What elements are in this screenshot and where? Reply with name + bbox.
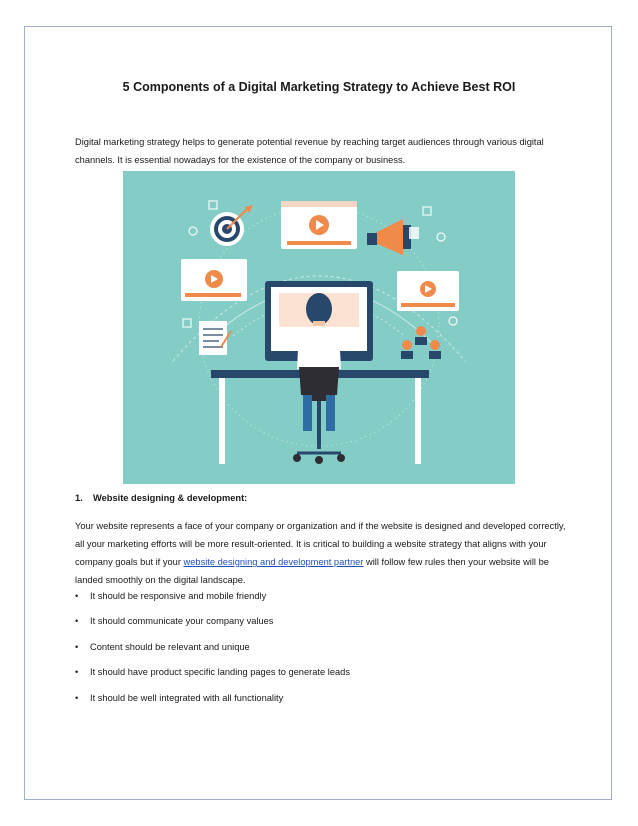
bullet-icon: •: [75, 641, 79, 652]
bullet-icon: •: [75, 692, 79, 703]
video-card-left-icon: [181, 259, 247, 301]
document-icon: [199, 321, 231, 355]
requirements-list: [75, 587, 575, 714]
video-card-right-icon: [397, 271, 459, 311]
section-body-paragraph: [75, 517, 575, 589]
video-card-top-icon: [281, 201, 357, 249]
bullet-icon: •: [75, 616, 79, 627]
section-heading: [75, 493, 247, 503]
page-title: 5 Components of a Digital Marketing Strategy to Achieve Best ROI: [122, 80, 516, 94]
website-partner-link[interactable]: website designing and development partner: [183, 557, 364, 567]
list-item: [75, 689, 575, 714]
list-item-text: It should communicate your company values: [90, 616, 274, 627]
list-item: [75, 587, 575, 612]
list-item-text: It should be responsive and mobile friendly: [90, 591, 267, 601]
section-heading-text: Website designing & development:: [93, 493, 248, 503]
list-item: [75, 638, 575, 663]
list-item-text: Content should be relevant and unique: [90, 641, 250, 652]
section-number: 1.: [75, 493, 83, 503]
body-text-after-link: will follow few rules then your website will be landed smoothly on the digital landscape.: [75, 557, 549, 585]
bullet-icon: •: [75, 667, 79, 678]
list-item-text: It should be well integrated with all functionality: [90, 692, 284, 703]
list-item: [75, 612, 575, 637]
list-item-text: It should have product specific landing pages to generate leads: [90, 667, 350, 678]
bullet-icon: •: [75, 591, 79, 601]
list-item: [75, 663, 575, 688]
intro-paragraph: Digital marketing strategy helps to generate potential revenue by reaching target audiences through various digital channels. It is essential nowadays for the existence of the company or business.: [75, 137, 544, 165]
body-text-before-link: Your website represents a face of your company or organization and if the website is designed and developed correctly, all your marketing efforts will be more result-oriented. It is critical to building a website strategy that aligns with your company goals but if your: [75, 521, 566, 567]
digital-marketing-illustration: [123, 171, 515, 484]
